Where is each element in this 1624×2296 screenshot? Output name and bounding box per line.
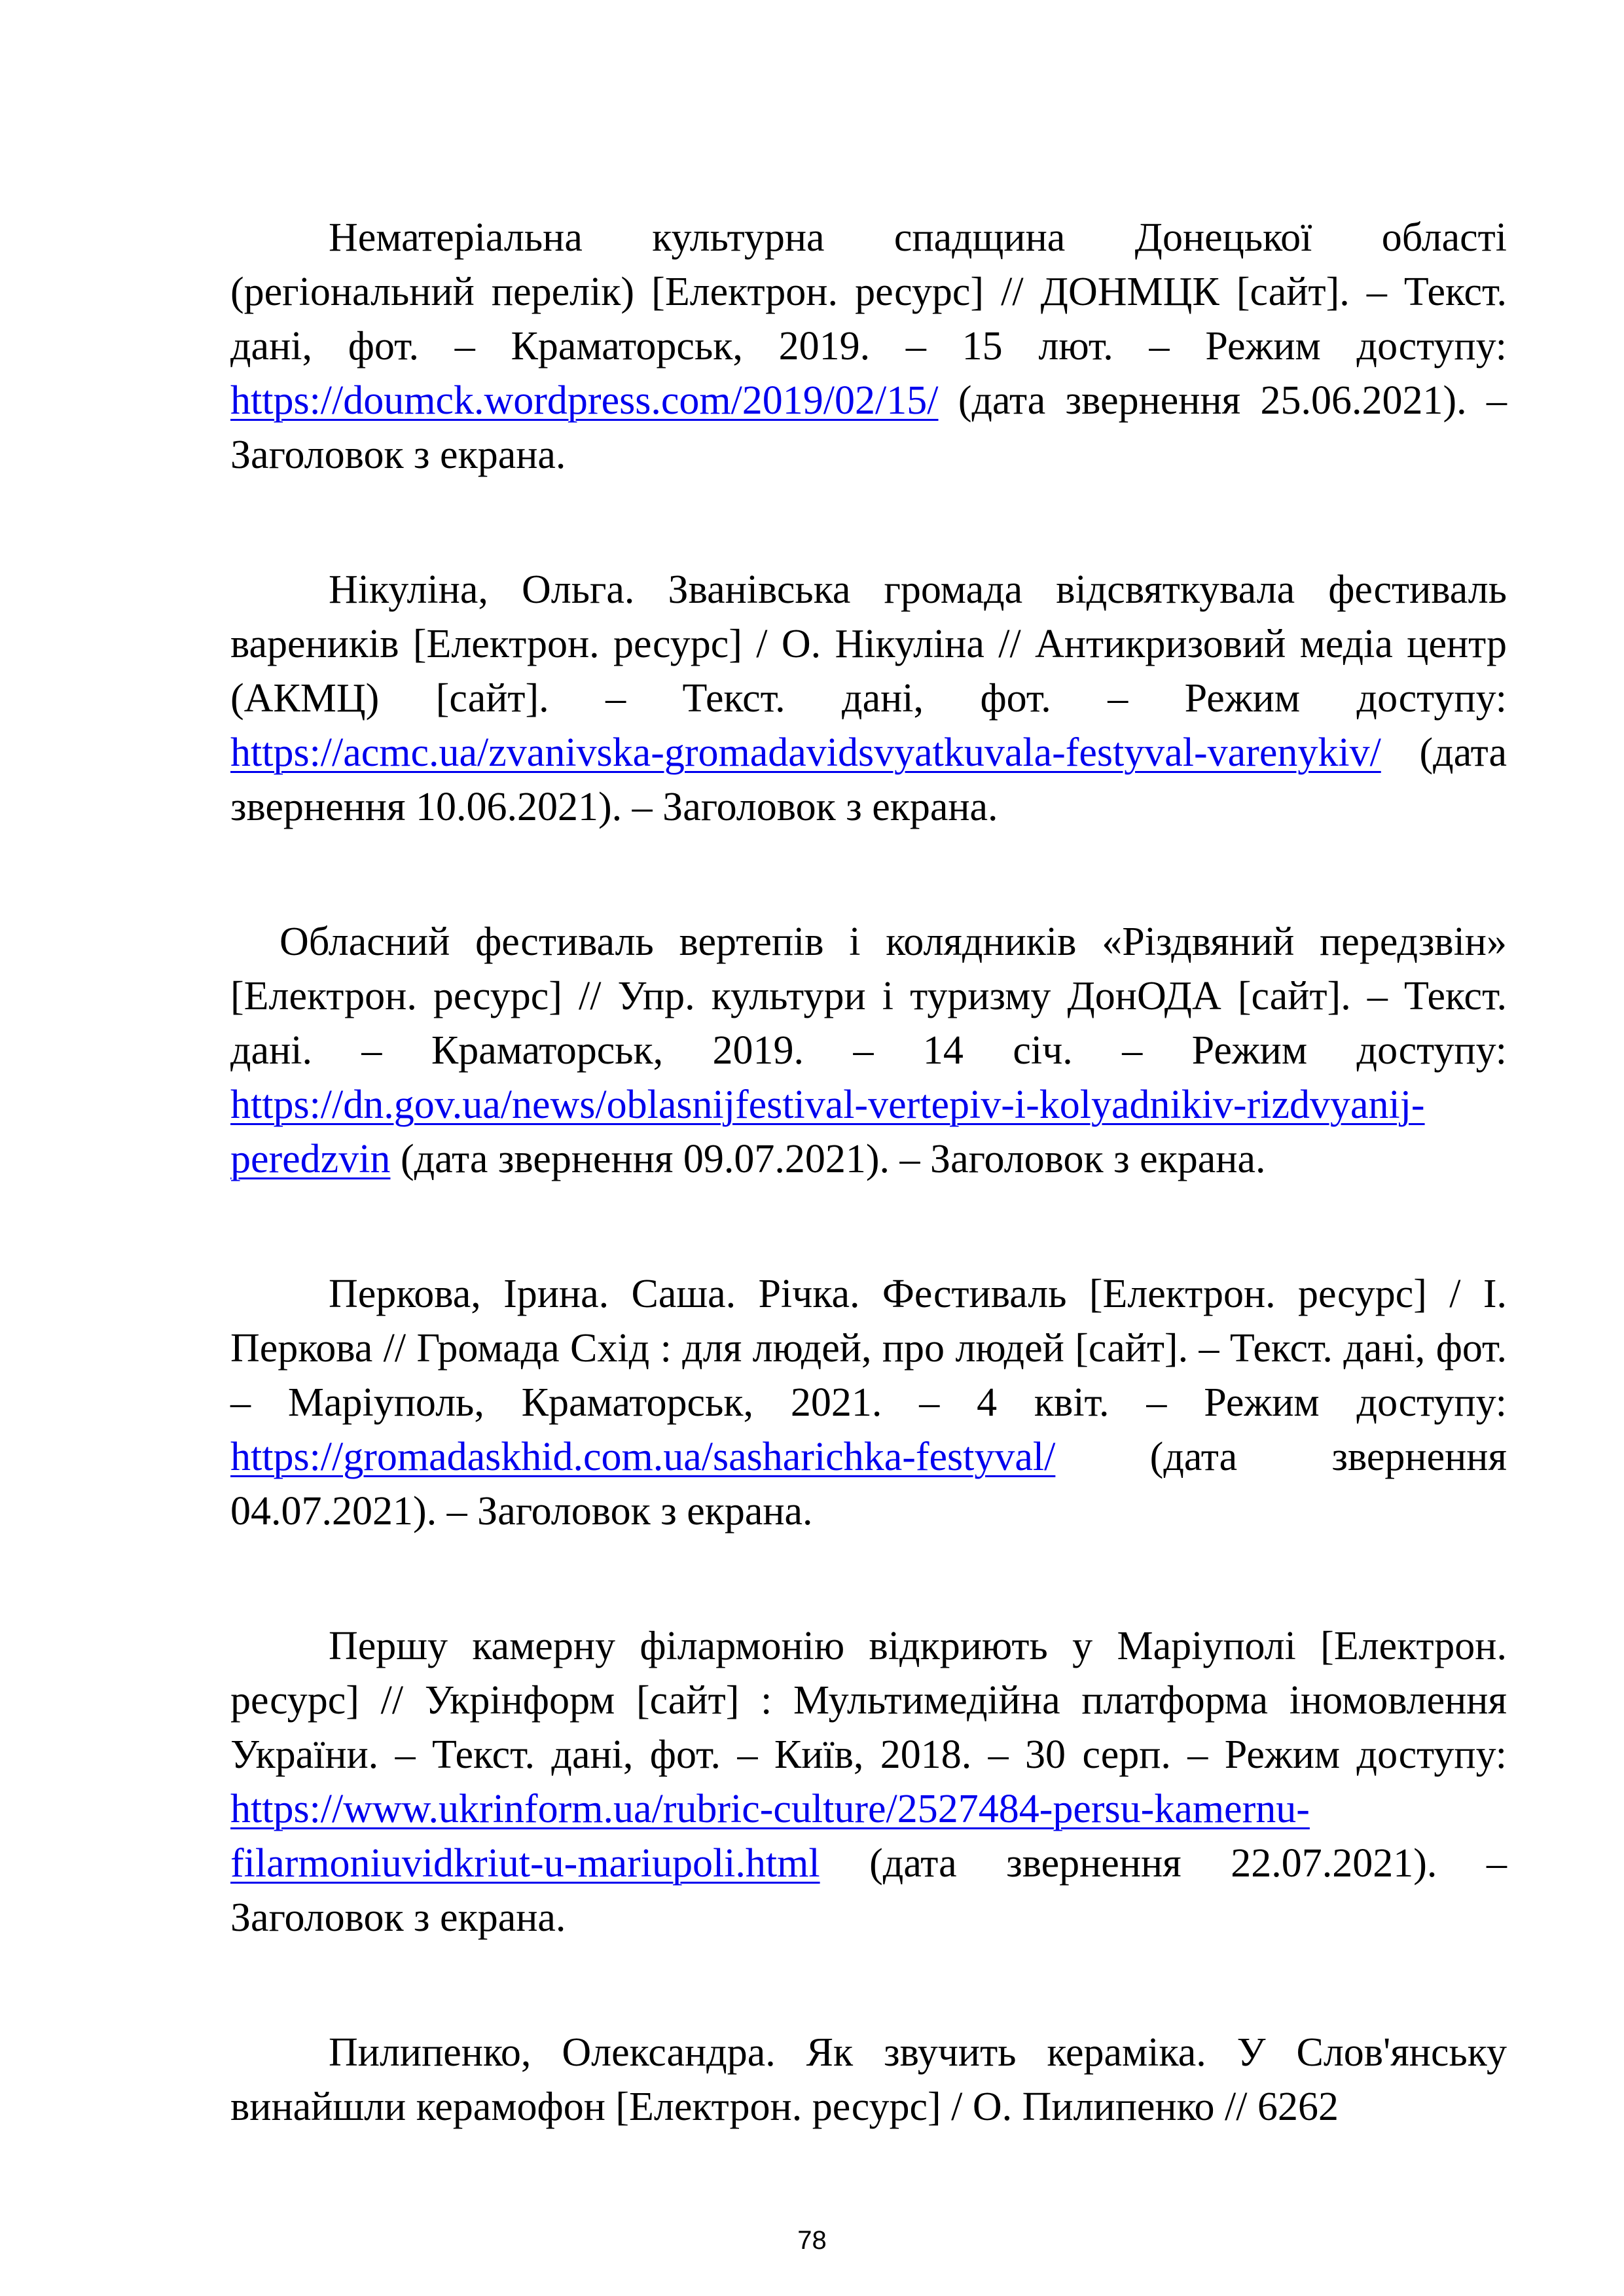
bibliography-entry [230,1267,1507,1539]
bibliography-list [230,211,1507,2215]
entry-link[interactable]: https://gromadaskhid.com.ua/sasharichka-festyval/ [230,1435,1056,1479]
entry-link[interactable]: https://doumck.wordpress.com/2019/02/15/ [230,378,939,423]
entry-text: Першу камерну філармонію відкриють у Маріуполі [Електрон. ресурс] // Укрінформ [сайт] : Мультимедійна платформа іномовлення України. – Текст. дані, фот. – Київ, 2018. – 30 серп. – Режим доступу: [230,1624,1507,1777]
entry-text-after: (дата звернення 10.06.2021). – Заголовок з екрана. [230,730,1507,829]
entry-text-after: (дата звернення 22.07.2021). – Заголовок з екрана. [230,1841,1507,1940]
bibliography-entry [230,563,1507,834]
bibliography-entry [230,1619,1507,1945]
entry-link[interactable]: https://www.ukrinform.ua/rubric-culture/2527484-persu-kamernu-filarmoniuvidkriut-u-mariupoli.html [230,1787,1310,1886]
entry-text-after: (дата звернення 09.07.2021). – Заголовок з екрана. [390,1137,1266,1181]
entry-text: Нематеріальна культурна спадщина Донецької області (регіональний перелік) [Електрон. ресурс] // ДОНМЦК [сайт]. – Текст. дані, фот. – Краматорськ, 2019. – 15 лют. – Режим доступу: [230,215,1507,368]
bibliography-entry [230,211,1507,482]
entry-link[interactable]: https://dn.gov.ua/news/oblasnijfestival-vertepiv-i-kolyadnikiv-rizdvyanij-peredzvin [230,1083,1425,1181]
bibliography-entry [230,2026,1507,2134]
entry-link[interactable]: https://acmc.ua/zvanivska-gromadavidsvyatkuvala-festyval-varenykiv/ [230,730,1381,775]
entry-text-after: (дата звернення 04.07.2021). – Заголовок з екрана. [230,1435,1507,1534]
entry-text: Перкова, Ірина. Саша. Річка. Фестиваль [Електрон. ресурс] / І. Перкова // Громада Схід : для людей, про людей [сайт]. – Текст. дані, фот. – Маріуполь, Краматорськ, 2021. – 4 квіт. – Режим доступу: [230,1272,1507,1425]
entry-text: Нікуліна, Ольга. Званівська громада відсвяткувала фестиваль вареників [Електрон. ресурс] / О. Нікуліна // Антикризовий медіа центр (АКМЦ) [сайт]. – Текст. дані, фот. – Режим доступу: [230,567,1507,721]
entry-text: Пилипенко, Олександра. Як звучить кераміка. У Слов'янську винайшли керамофон [Електрон. ресурс] / О. Пилипенко // 6262 [230,2030,1507,2129]
bibliography-entry [230,915,1507,1187]
entry-text-after: (дата звернення 25.06.2021). – Заголовок з екрана. [230,378,1507,477]
entry-text: Обласний фестиваль вертепів і колядників «Різдвяний передзвін» [Електрон. ресурс] // Упр. культури і туризму ДонОДА [сайт]. – Текст. дані. – Краматорськ, 2019. – 14 січ. – Режим доступу: [230,920,1507,1073]
page-number: 78 [797,2226,827,2255]
